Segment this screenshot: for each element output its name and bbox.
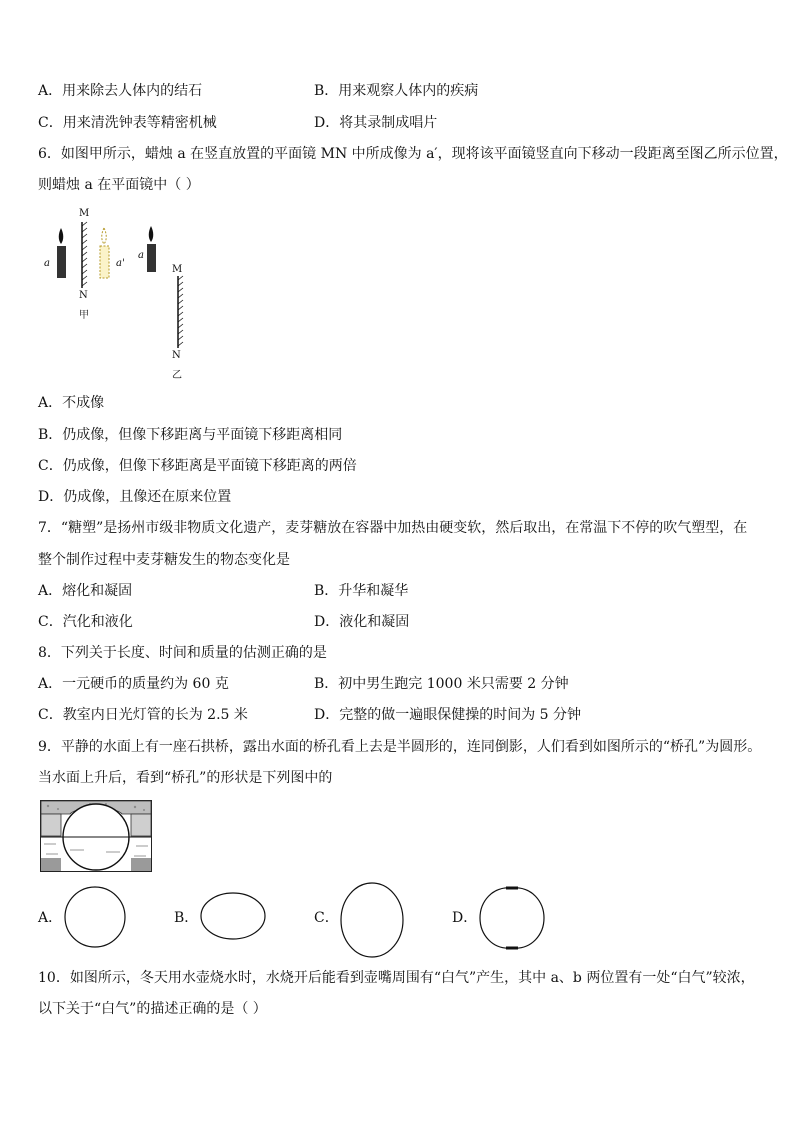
q9-stem-line2: 当水面上升后，看到“桥孔”的形状是下列图中的: [38, 770, 333, 786]
q8-option-b: B．初中男生跑完 1000 米只需要 2 分钟: [314, 676, 569, 692]
q9-option-a-label: A．: [38, 910, 63, 926]
q8-stem: 8．下列关于长度、时间和质量的估测正确的是: [38, 645, 327, 661]
right-pier: [131, 814, 151, 836]
q9-option-b-label: B．: [174, 910, 199, 926]
q6-option-b: B．仍成像，但像下移距离与平面镜下移距离相同: [38, 427, 343, 443]
q7-option-d: D．液化和凝固: [314, 614, 410, 630]
q7-stem-line1: 7．“糖塑”是扬州市级非物质文化遗产，麦芽糖放在容器中加热由硬变软，然后取出，在常温下不停的吹气塑型，在: [38, 520, 748, 536]
q9-option-b-ellipse-wide: [198, 890, 268, 942]
q8-option-d: D．完整的做一遍眼保健操的时间为 5 分钟: [314, 707, 582, 723]
q6-mirror-figure: [38, 208, 198, 380]
q8-option-a: A．一元硬币的质量约为 60 克: [38, 676, 229, 692]
q9-option-c-label: C．: [314, 910, 339, 926]
q9-option-d-label: D．: [452, 910, 478, 926]
q5-option-b: B．用来观察人体内的疾病: [314, 83, 479, 99]
q8-option-c: C．教室内日光灯管的长为 2.5 米: [38, 707, 248, 723]
q7-option-b: B．升华和凝华: [314, 583, 409, 599]
q9-option-c-ellipse-tall: [338, 880, 406, 960]
q6-option-d: D．仍成像，且像还在原来位置: [38, 489, 232, 505]
left-pier: [41, 814, 61, 836]
right-pier-reflection: [131, 858, 151, 871]
caption-yi: 乙: [172, 370, 182, 381]
q5-option-d: D．将其录制成唱片: [314, 115, 438, 131]
candle-flame-icon: [59, 228, 64, 244]
q6-option-c: C．仍成像，但像下移距离是平面镜下移距离的两倍: [38, 458, 357, 474]
left-pier-reflection: [41, 858, 61, 871]
candle-a: [57, 246, 66, 278]
label-a-jia: a: [44, 258, 50, 269]
q5-option-a: A．用来除去人体内的结石: [38, 83, 203, 99]
candle-a: [147, 244, 156, 272]
q6-option-a: A．不成像: [38, 395, 105, 411]
q10-stem-line1: 10．如图所示，冬天用水壶烧水时，水烧开后能看到壶嘴周围有“白气”产生，其中 a、b 两位置有一处“白气”较浓，: [38, 970, 755, 986]
label-a-prime: a': [116, 258, 125, 269]
label-m-jia: M: [79, 208, 90, 219]
q10-stem-line2: 以下关于“白气”的描述正确的是（ ）: [38, 1001, 267, 1017]
q9-option-a-circle: [62, 884, 128, 950]
virtual-flame-icon: [102, 228, 107, 244]
candle-flame-icon: [149, 226, 154, 242]
label-n-jia: N: [79, 290, 88, 301]
q7-stem-line2: 整个制作过程中麦芽糖发生的物态变化是: [38, 552, 290, 568]
q9-option-d-pinched-circle: [476, 884, 548, 952]
label-m-yi: M: [172, 264, 183, 275]
figure-yi: [147, 226, 183, 348]
q9-bridge-figure: [40, 800, 152, 872]
q5-option-c: C．用来清洗钟表等精密机械: [38, 115, 217, 131]
q6-stem-line2: 则蜡烛 a 在平面镜中（ ）: [38, 177, 200, 193]
q6-stem-line1: 6．如图甲所示，蜡烛 a 在竖直放置的平面镜 MN 中所成像为 a′，现将该平面镜竖直向下移动一段距离至图乙所示位置，: [38, 146, 788, 162]
label-a-yi: a: [138, 250, 144, 261]
caption-jia: 甲: [79, 310, 89, 321]
q9-stem-line1: 9．平静的水面上有一座石拱桥，露出水面的桥孔看上去是半圆形的，连同倒影，人们看到如图所示的“桥孔”为圆形。: [38, 739, 762, 755]
candle-image-a-prime: [100, 246, 109, 278]
figure-jia: [57, 222, 109, 288]
q7-option-a: A．熔化和凝固: [38, 583, 133, 599]
label-n-yi: N: [172, 350, 181, 361]
q7-option-c: C．汽化和液化: [38, 614, 133, 630]
stone-bridge-image: [40, 800, 152, 872]
